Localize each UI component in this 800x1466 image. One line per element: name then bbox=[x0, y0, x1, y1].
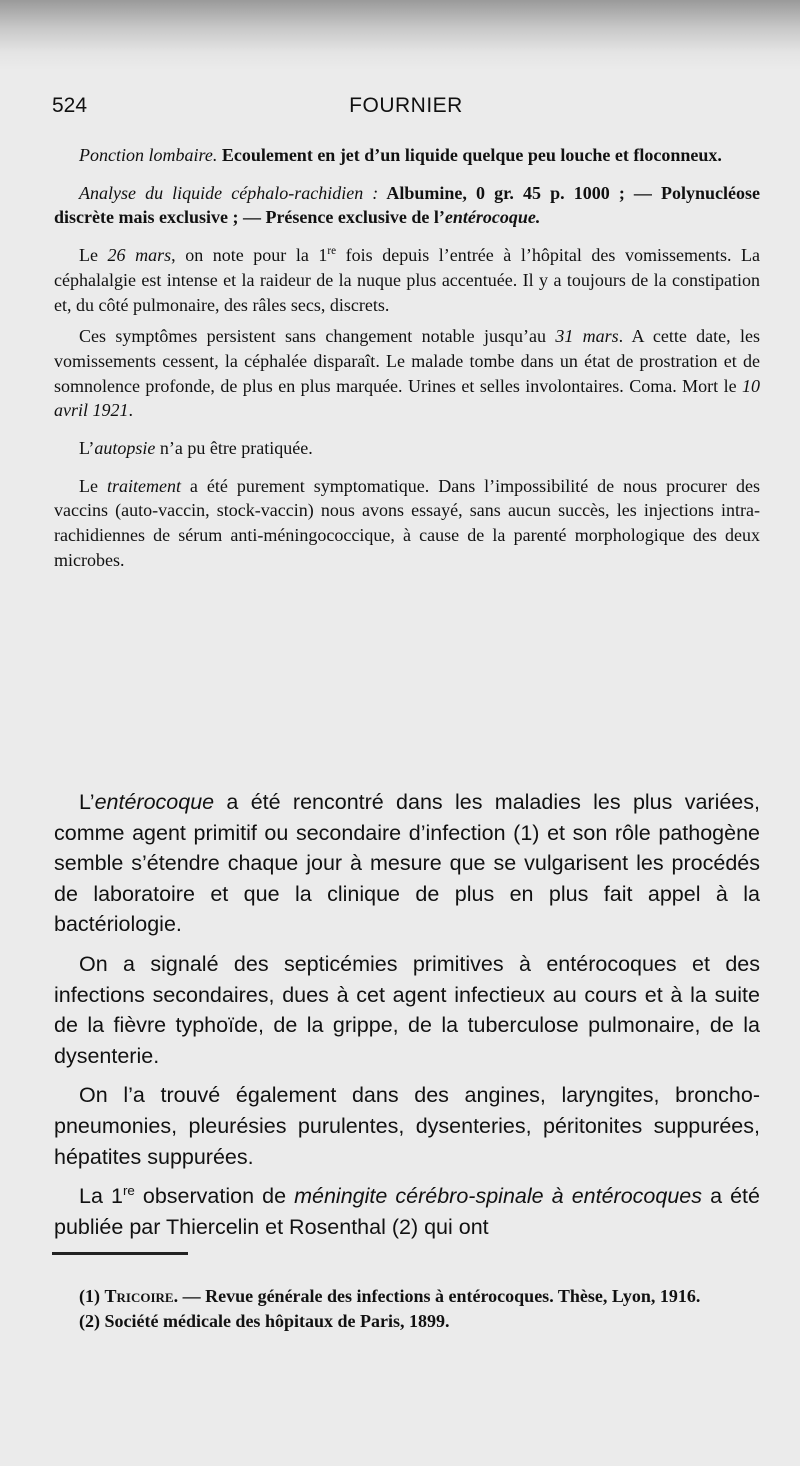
term-meningitis: méningite cérébro-spinale à entérocoques bbox=[294, 1184, 702, 1209]
text-segment: a été rencontré dans les maladies les plus variées, comme agent primitif ou secondaire d’infection (1) et son rôle pathogène semble s’étendre chaque jour à mesure que se vulgarisent les procédés de laboratoire et que la clinique de plus en plus fait appel à la bactériologie. bbox=[54, 790, 760, 937]
text-segment: . A cette date, les vomissements cessent, la céphalée disparaît. Le malade tombe dans un état de prostration et de somnolence profonde, de plus en plus marquée. Urines et selles involontaires. Coma. Mort le bbox=[54, 326, 760, 396]
date-march-26: 26 mars bbox=[107, 245, 172, 266]
superscript: re bbox=[122, 1182, 135, 1198]
paragraph-septicemia: On a signalé des septicémies primitives à entérocoques et des infections secondaires, dues à cet agent infectieux au cours et à la suite de la fièvre typhoïde, de la grippe, de la tuberculose pulmonaire, de la dysenterie. bbox=[54, 951, 760, 1068]
paragraph-treatment bbox=[54, 474, 760, 573]
footnotes bbox=[54, 1284, 760, 1333]
text-csf-analysis: Albumine, 0 gr. 45 p. 1000 ; — Polynucléose discrète mais exclusive ; — Présence exclusive de l’ bbox=[54, 182, 760, 228]
text-segment: , on note pour la 1 bbox=[171, 245, 328, 266]
footnote-1 bbox=[54, 1284, 760, 1309]
paragraph-march-26 bbox=[54, 243, 760, 317]
page-header bbox=[52, 94, 760, 124]
footnote-number: (1) bbox=[79, 1286, 105, 1306]
superscript: re bbox=[327, 245, 337, 258]
paragraph-lumbar-puncture bbox=[54, 143, 760, 168]
text-segment: a été purement symptomatique. Dans l’impossibilité de nous procurer des vaccins (auto-vaccin, stock-vaccin) nous avons essayé, sans aucun succès, les injections intra-rachidiennes de sérum anti-méningococcique, à cause de la parenté morphologique des deux microbes. bbox=[54, 475, 761, 570]
footnote-divider bbox=[52, 1252, 188, 1255]
label-csf-analysis: Analyse du liquide céphalo-rachidien : bbox=[79, 182, 379, 203]
term-autopsy: autopsie bbox=[94, 438, 156, 459]
text-segment: L’ bbox=[79, 790, 95, 814]
paragraph-found-in: On l’a trouvé également dans des angines, laryngites, broncho-pneumonies, pleurésies purulentes, dysenteries, péritonites suppurées, hépatites suppurées. bbox=[54, 1083, 760, 1169]
text-segment: observation de bbox=[134, 1184, 295, 1209]
footnote-author: Tricoire. bbox=[104, 1286, 179, 1306]
label-lumbar-puncture: Ponction lombaire. bbox=[79, 145, 218, 165]
paragraph-march-31 bbox=[54, 324, 760, 423]
footnote-text: (2) Société médicale des hôpitaux de Paris, 1899. bbox=[79, 1310, 450, 1331]
running-title: FOURNIER bbox=[349, 94, 463, 117]
paragraph-enterococcus-intro bbox=[54, 787, 760, 940]
term-enterococcus: entérocoque. bbox=[444, 207, 541, 228]
scan-edge-shadow bbox=[0, 0, 800, 70]
case-report bbox=[54, 143, 760, 573]
text-segment: fois depuis l’entrée à l’hôpital des vomissements. La céphalalgie est intense et la raideur de la nuque plus accentuée. Il y a toujours de la constipation et, du côté pulmonaire, des râles secs, discrets. bbox=[54, 245, 760, 315]
date-march-31: 31 mars bbox=[555, 326, 619, 347]
text-segment: La 1 bbox=[79, 1184, 123, 1209]
text-segment: L’ bbox=[79, 438, 95, 459]
text-segment: Le bbox=[79, 245, 108, 266]
text-segment: Ces symptômes persistent sans changement notable jusqu’au bbox=[79, 326, 556, 347]
text-segment: Le bbox=[79, 475, 107, 496]
discussion bbox=[54, 787, 760, 1242]
term-treatment: traitement bbox=[106, 475, 181, 496]
term-enterococcus: entérocoque bbox=[94, 790, 215, 814]
text-segment: n’a pu être pratiquée. bbox=[155, 438, 313, 459]
paragraph-csf-analysis bbox=[54, 181, 760, 230]
paragraph-autopsy bbox=[54, 436, 760, 461]
footnote-text: — Revue générale des infections à entérocoques. Thèse, Lyon, 1916. bbox=[178, 1286, 701, 1306]
text-segment: a été publiée par Thiercelin et Rosenthal (2) qui ont bbox=[54, 1184, 760, 1239]
page-number: 524 bbox=[52, 94, 88, 117]
text-segment: . bbox=[128, 400, 133, 421]
footnote-2 bbox=[54, 1309, 760, 1334]
date-april-10: 10 avril 1921 bbox=[54, 375, 760, 421]
paragraph-first-observation bbox=[54, 1181, 760, 1242]
text-lumbar-puncture: Ecoulement en jet d’un liquide quelque peu louche et floconneux. bbox=[217, 145, 722, 165]
